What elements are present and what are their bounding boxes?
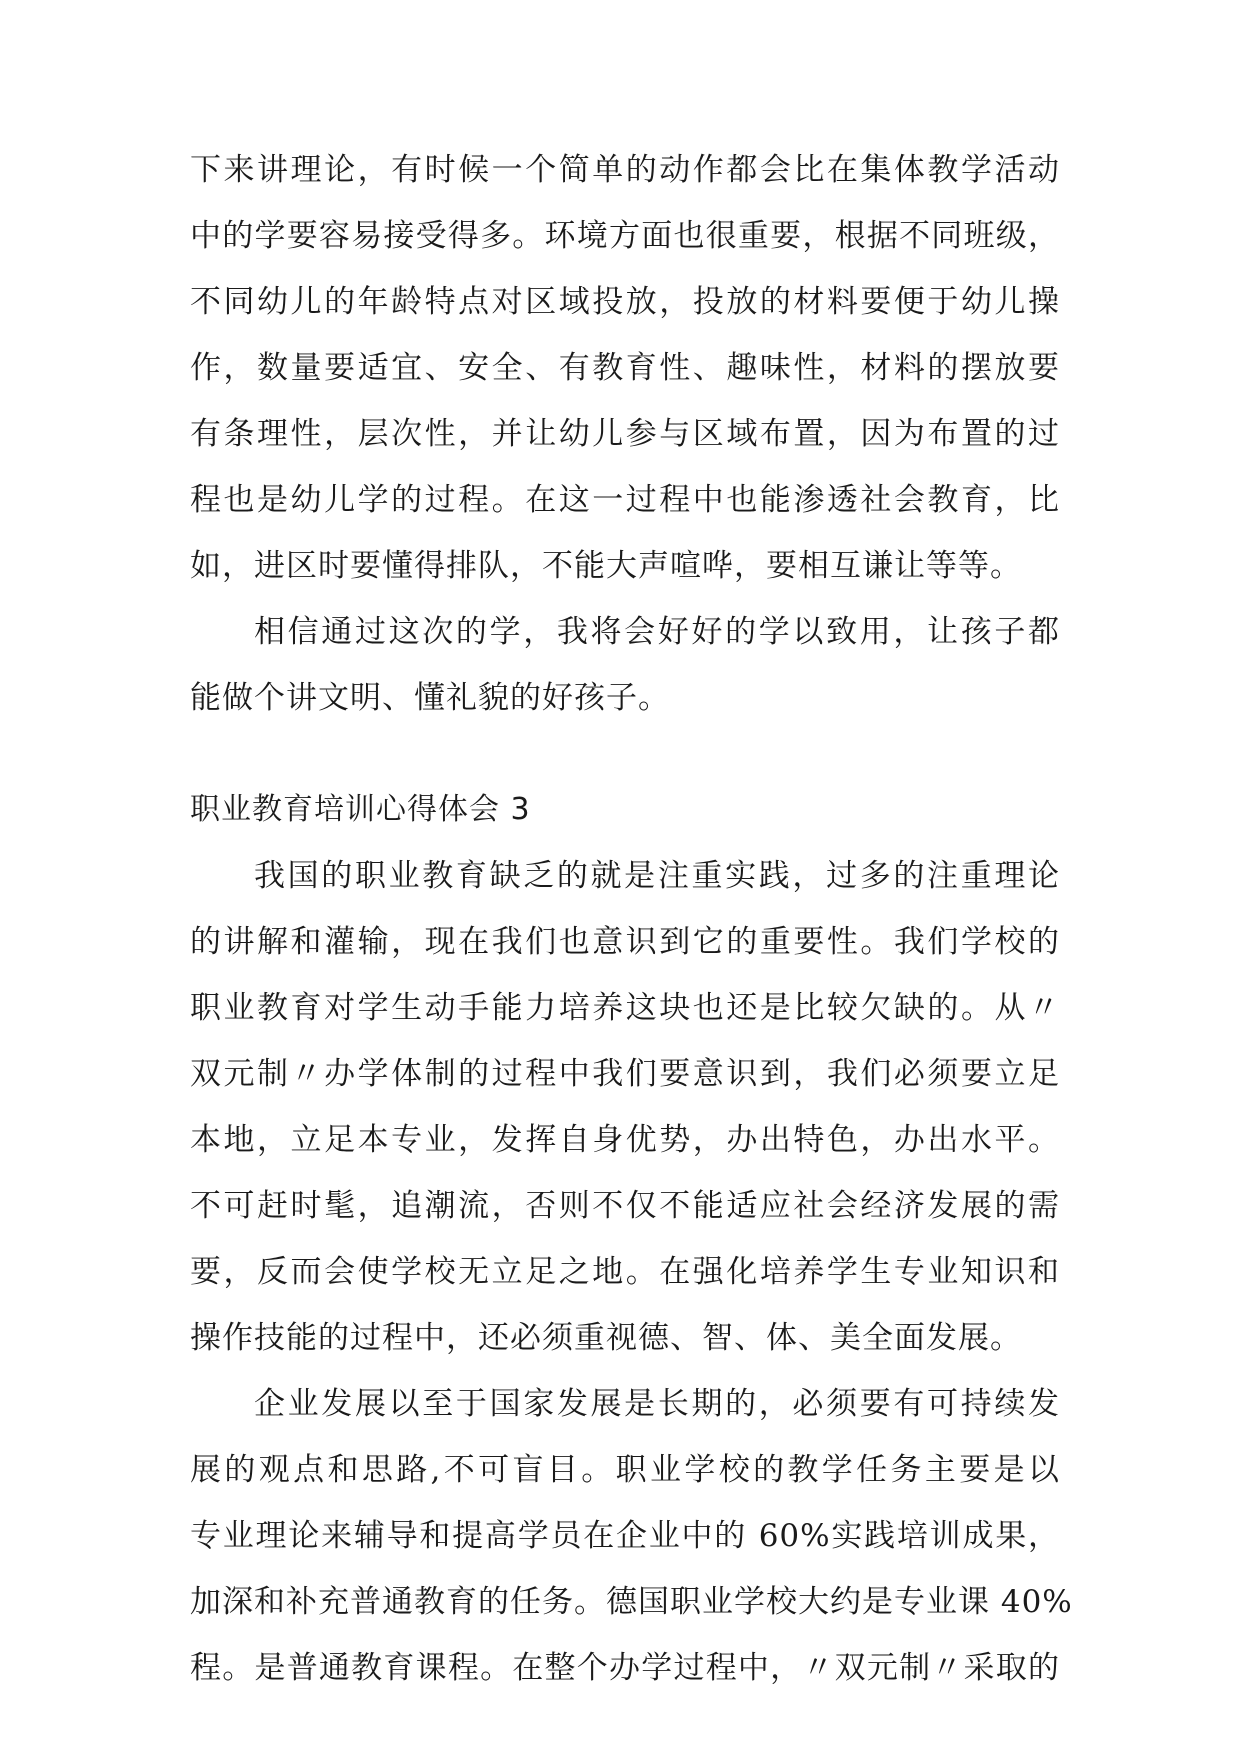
paragraph-3-line-1: 我国的职业教育缺乏的就是注重实践，过多的注重理论: [254, 858, 1060, 894]
paragraph-3-line-3: 职业教育对学生动手能力培养这块也还是比较欠缺的。从〃: [190, 990, 1060, 1026]
paragraph-4-line-1: 企业发展以至于国家发展是长期的，必须要有可持续发: [254, 1386, 1060, 1422]
paragraph-3-line-8: 操作技能的过程中，还必须重视德、智、体、美全面发展。: [190, 1320, 1022, 1356]
paragraph-2-line-1: 相信通过这次的学，我将会好好的学以致用，让孩子都: [254, 614, 1060, 650]
paragraph-3-line-5: 本地，立足本专业，发挥自身优势，办出特色，办出水平。: [190, 1122, 1060, 1158]
paragraph-1-line-6: 程也是幼儿学的过程。在这一过程中也能渗透社会教育，比: [190, 482, 1060, 518]
paragraph-1-line-5: 有条理性，层次性，并让幼儿参与区域布置，因为布置的过: [190, 416, 1060, 452]
section-heading: 职业教育培训心得体会 3: [190, 792, 531, 827]
paragraph-3-line-7: 要，反而会使学校无立足之地。在强化培养学生专业知识和: [190, 1254, 1060, 1290]
paragraph-4-line-5: 程。是普通教育课程。在整个办学过程中，〃双元制〃采取的: [190, 1650, 1060, 1686]
paragraph-4-line-3: 专业理论来辅导和提高学员在企业中的 60%实践培训成果，: [190, 1518, 1060, 1554]
paragraph-1-line-4: 作，数量要适宜、安全、有教育性、趣味性，材料的摆放要: [190, 350, 1060, 386]
paragraph-2-line-2: 能做个讲文明、懂礼貌的好孩子。: [190, 680, 670, 716]
paragraph-3-line-4: 双元制〃办学体制的过程中我们要意识到，我们必须要立足: [190, 1056, 1060, 1092]
paragraph-3-line-2: 的讲解和灌输，现在我们也意识到它的重要性。我们学校的: [190, 924, 1060, 960]
paragraph-1-line-7: 如，进区时要懂得排队，不能大声喧哗，要相互谦让等等。: [190, 548, 1022, 584]
paragraph-3-line-6: 不可赶时髦，追潮流，否则不仅不能适应社会经济发展的需: [190, 1188, 1060, 1224]
paragraph-4-line-2: 展的观点和思路,不可盲目。职业学校的教学任务主要是以: [190, 1452, 1060, 1488]
paragraph-1-line-2: 中的学要容易接受得多。环境方面也很重要，根据不同班级，: [190, 218, 1060, 254]
paragraph-4-line-4: 加深和补充普通教育的任务。德国职业学校大约是专业课 40%: [190, 1584, 1073, 1620]
paragraph-1-line-3: 不同幼儿的年龄特点对区域投放，投放的材料要便于幼儿操: [190, 284, 1060, 320]
paragraph-1-line-1: 下来讲理论，有时候一个简单的动作都会比在集体教学活动: [190, 152, 1060, 188]
